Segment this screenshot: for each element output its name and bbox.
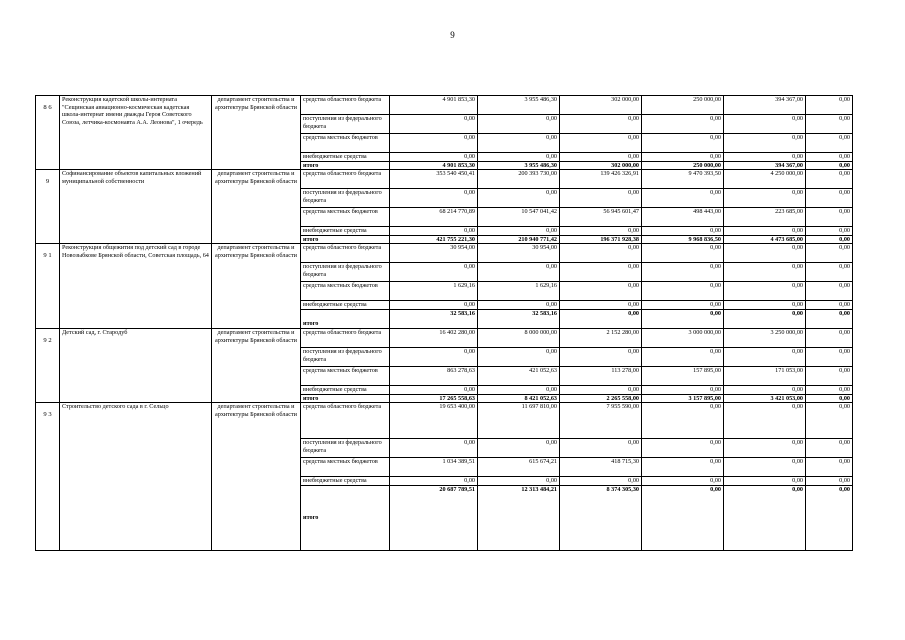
amount-year-5: 0,00 <box>806 208 853 227</box>
funding-source: средства местных бюджетов <box>301 208 390 227</box>
amount-year-5: 0,00 <box>806 458 853 477</box>
page-number: 9 <box>450 30 455 40</box>
amount-year-4: 0,00 <box>724 458 806 477</box>
amount-total: 0,00 <box>390 301 478 310</box>
funding-source: внебюджетные средства <box>301 227 390 236</box>
project-code: 9 1 <box>36 244 60 329</box>
amount-year-4: 223 685,00 <box>724 208 806 227</box>
amount-year-5: 0,00 <box>806 477 853 486</box>
amount-year-2: 0,00 <box>560 227 642 236</box>
amount-year-4: 394 367,00 <box>724 161 806 170</box>
amount-year-3: 250 000,00 <box>642 161 724 170</box>
department: департамент строительства и архитектуры Брянской области <box>212 96 301 170</box>
amount-year-5: 0,00 <box>806 301 853 310</box>
amount-year-3: 0,00 <box>642 282 724 301</box>
funding-source: средства областного бюджета <box>301 244 390 263</box>
amount-total: 0,00 <box>390 439 478 458</box>
amount-year-2: 139 426 326,91 <box>560 170 642 189</box>
amount-year-2: 0,00 <box>560 301 642 310</box>
amount-year-3: 0,00 <box>642 153 724 162</box>
amount-total: 19 653 400,00 <box>390 403 478 439</box>
amount-year-1: 0,00 <box>478 347 560 366</box>
amount-year-3: 0,00 <box>642 134 724 153</box>
amount-year-2: 0,00 <box>560 347 642 366</box>
amount-year-2: 0,00 <box>560 282 642 301</box>
amount-year-5: 0,00 <box>806 134 853 153</box>
amount-year-4: 0,00 <box>724 301 806 310</box>
amount-year-1: 0,00 <box>478 115 560 134</box>
amount-year-4: 0,00 <box>724 477 806 486</box>
amount-year-2: 0,00 <box>560 244 642 263</box>
amount-total: 863 278,63 <box>390 366 478 385</box>
amount-year-3: 9 968 836,50 <box>642 235 724 244</box>
project-code: 8 6 <box>36 96 60 170</box>
funding-source: средства областного бюджета <box>301 96 390 115</box>
amount-year-5: 0,00 <box>806 485 853 550</box>
amount-year-4: 0,00 <box>724 282 806 301</box>
amount-year-3: 0,00 <box>642 477 724 486</box>
amount-year-2: 0,00 <box>560 309 642 328</box>
funding-source-total: итого <box>301 394 390 403</box>
funding-source-total: итого <box>301 485 390 550</box>
amount-year-4: 0,00 <box>724 439 806 458</box>
amount-total: 68 214 770,89 <box>390 208 478 227</box>
amount-year-3: 0,00 <box>642 309 724 328</box>
amount-year-5: 0,00 <box>806 394 853 403</box>
department: департамент строительства и архитектуры Брянской области <box>212 244 301 329</box>
funding-source: поступления из федерального бюджета <box>301 189 390 208</box>
amount-year-1: 3 955 486,30 <box>478 96 560 115</box>
amount-year-1: 0,00 <box>478 153 560 162</box>
amount-year-5: 0,00 <box>806 309 853 328</box>
amount-total: 0,00 <box>390 385 478 394</box>
amount-year-1: 30 954,00 <box>478 244 560 263</box>
amount-year-5: 0,00 <box>806 366 853 385</box>
amount-total: 1 629,16 <box>390 282 478 301</box>
amount-total: 17 265 558,63 <box>390 394 478 403</box>
amount-year-1: 0,00 <box>478 385 560 394</box>
amount-total: 4 901 853,30 <box>390 161 478 170</box>
funding-source: поступления из федерального бюджета <box>301 263 390 282</box>
amount-year-1: 0,00 <box>478 227 560 236</box>
funding-source-total: итого <box>301 309 390 328</box>
amount-year-5: 0,00 <box>806 385 853 394</box>
amount-year-3: 157 895,00 <box>642 366 724 385</box>
amount-year-1: 32 583,16 <box>478 309 560 328</box>
amount-year-2: 56 945 601,47 <box>560 208 642 227</box>
amount-total: 16 402 280,00 <box>390 328 478 347</box>
amount-year-1: 0,00 <box>478 477 560 486</box>
amount-total: 0,00 <box>390 115 478 134</box>
amount-year-2: 0,00 <box>560 115 642 134</box>
amount-total: 421 755 221,30 <box>390 235 478 244</box>
department: департамент строительства и архитектуры Брянской области <box>212 328 301 402</box>
amount-year-5: 0,00 <box>806 115 853 134</box>
amount-year-3: 9 470 393,50 <box>642 170 724 189</box>
amount-year-5: 0,00 <box>806 161 853 170</box>
funding-source: внебюджетные средства <box>301 477 390 486</box>
amount-year-1: 0,00 <box>478 263 560 282</box>
amount-year-2: 302 000,00 <box>560 161 642 170</box>
amount-year-1: 10 547 041,42 <box>478 208 560 227</box>
amount-year-3: 0,00 <box>642 403 724 439</box>
funding-source: поступления из федерального бюджета <box>301 347 390 366</box>
amount-year-4: 0,00 <box>724 189 806 208</box>
table-row <box>36 96 853 115</box>
amount-year-1: 200 393 730,00 <box>478 170 560 189</box>
amount-year-5: 0,00 <box>806 235 853 244</box>
amount-year-4: 0,00 <box>724 485 806 550</box>
amount-year-1: 1 629,16 <box>478 282 560 301</box>
amount-total: 0,00 <box>390 153 478 162</box>
amount-year-5: 0,00 <box>806 282 853 301</box>
amount-year-1: 12 313 484,21 <box>478 485 560 550</box>
amount-year-4: 0,00 <box>724 227 806 236</box>
amount-year-1: 0,00 <box>478 301 560 310</box>
amount-year-1: 8 000 000,00 <box>478 328 560 347</box>
funding-source: внебюджетные средства <box>301 153 390 162</box>
amount-year-2: 418 715,30 <box>560 458 642 477</box>
project-code: 9 3 <box>36 403 60 551</box>
amount-year-1: 0,00 <box>478 189 560 208</box>
amount-total: 0,00 <box>390 189 478 208</box>
amount-year-3: 250 000,00 <box>642 96 724 115</box>
amount-year-4: 171 053,00 <box>724 366 806 385</box>
amount-year-5: 0,00 <box>806 403 853 439</box>
amount-total: 353 540 450,41 <box>390 170 478 189</box>
amount-total: 30 954,00 <box>390 244 478 263</box>
amount-total: 0,00 <box>390 134 478 153</box>
project-name: Детский сад, г. Стародуб <box>60 328 212 402</box>
amount-total: 0,00 <box>390 347 478 366</box>
amount-year-4: 0,00 <box>724 244 806 263</box>
project-name: Реконструкция общежития под детский сад в городе Новозыбкове Брянской области, Советская площадь, 64 <box>60 244 212 329</box>
funding-source: средства местных бюджетов <box>301 134 390 153</box>
amount-year-2: 2 152 280,00 <box>560 328 642 347</box>
table-row <box>36 328 853 347</box>
table-row <box>36 170 853 189</box>
amount-year-1: 3 955 486,30 <box>478 161 560 170</box>
amount-year-5: 0,00 <box>806 244 853 263</box>
amount-year-2: 0,00 <box>560 477 642 486</box>
amount-year-3: 0,00 <box>642 263 724 282</box>
amount-total: 32 583,16 <box>390 309 478 328</box>
amount-year-2: 0,00 <box>560 134 642 153</box>
amount-year-4: 0,00 <box>724 385 806 394</box>
amount-year-4: 0,00 <box>724 134 806 153</box>
amount-year-4: 4 250 000,00 <box>724 170 806 189</box>
amount-total: 4 901 853,30 <box>390 96 478 115</box>
funding-source: средства местных бюджетов <box>301 282 390 301</box>
amount-year-2: 0,00 <box>560 385 642 394</box>
budget-table <box>35 95 853 551</box>
department: департамент строительства и архитектуры Брянской области <box>212 403 301 551</box>
amount-year-5: 0,00 <box>806 439 853 458</box>
amount-year-3: 0,00 <box>642 227 724 236</box>
amount-year-2: 2 265 558,00 <box>560 394 642 403</box>
funding-source: средства областного бюджета <box>301 328 390 347</box>
amount-year-4: 394 367,00 <box>724 96 806 115</box>
funding-source: средства местных бюджетов <box>301 366 390 385</box>
amount-year-4: 3 421 053,00 <box>724 394 806 403</box>
amount-year-5: 0,00 <box>806 227 853 236</box>
amount-year-4: 4 473 685,00 <box>724 235 806 244</box>
amount-year-3: 0,00 <box>642 485 724 550</box>
amount-year-3: 0,00 <box>642 115 724 134</box>
amount-year-3: 0,00 <box>642 458 724 477</box>
amount-year-3: 3 157 895,00 <box>642 394 724 403</box>
funding-source-total: итого <box>301 161 390 170</box>
project-code: 9 <box>36 170 60 244</box>
amount-year-2: 7 955 590,00 <box>560 403 642 439</box>
table-row <box>36 244 853 263</box>
amount-year-4: 3 250 000,00 <box>724 328 806 347</box>
amount-year-2: 8 374 305,30 <box>560 485 642 550</box>
amount-year-1: 421 052,63 <box>478 366 560 385</box>
department: департамент строительства и архитектуры Брянской области <box>212 170 301 244</box>
amount-year-3: 0,00 <box>642 244 724 263</box>
amount-year-4: 0,00 <box>724 115 806 134</box>
amount-year-5: 0,00 <box>806 328 853 347</box>
funding-source: средства областного бюджета <box>301 403 390 439</box>
amount-year-3: 0,00 <box>642 385 724 394</box>
amount-year-5: 0,00 <box>806 263 853 282</box>
amount-total: 20 687 789,51 <box>390 485 478 550</box>
amount-year-3: 0,00 <box>642 189 724 208</box>
funding-source: средства местных бюджетов <box>301 458 390 477</box>
amount-year-2: 196 371 928,38 <box>560 235 642 244</box>
amount-year-1: 11 697 810,00 <box>478 403 560 439</box>
amount-total: 0,00 <box>390 477 478 486</box>
amount-year-5: 0,00 <box>806 347 853 366</box>
project-code: 9 2 <box>36 328 60 402</box>
funding-source: внебюджетные средства <box>301 301 390 310</box>
amount-year-5: 0,00 <box>806 153 853 162</box>
amount-year-2: 0,00 <box>560 439 642 458</box>
amount-year-5: 0,00 <box>806 96 853 115</box>
amount-year-2: 0,00 <box>560 263 642 282</box>
funding-source: внебюджетные средства <box>301 385 390 394</box>
amount-year-3: 498 443,00 <box>642 208 724 227</box>
amount-year-2: 302 000,00 <box>560 96 642 115</box>
amount-year-2: 0,00 <box>560 189 642 208</box>
table-row <box>36 403 853 439</box>
amount-year-3: 0,00 <box>642 439 724 458</box>
amount-year-3: 0,00 <box>642 347 724 366</box>
project-name: Строительство детского сада в г. Сельцо <box>60 403 212 551</box>
amount-year-2: 113 278,00 <box>560 366 642 385</box>
funding-source: поступления из федерального бюджета <box>301 115 390 134</box>
amount-year-1: 0,00 <box>478 439 560 458</box>
project-name: Реконструкция кадетской школы-интерната "Сещинская авиационно-космическая кадетская школа-интернат имени дважды Героя Советского Союза, летчика-космонавта А.А. Леонова", 1 очередь <box>60 96 212 170</box>
amount-year-3: 0,00 <box>642 301 724 310</box>
funding-source: средства областного бюджета <box>301 170 390 189</box>
amount-year-5: 0,00 <box>806 170 853 189</box>
amount-year-1: 8 421 052,63 <box>478 394 560 403</box>
amount-total: 1 034 389,51 <box>390 458 478 477</box>
project-name: Софинансирование объектов капитальных вложений муниципальной собственности <box>60 170 212 244</box>
amount-year-4: 0,00 <box>724 263 806 282</box>
funding-source-total: итого <box>301 235 390 244</box>
amount-year-1: 0,00 <box>478 134 560 153</box>
amount-total: 0,00 <box>390 227 478 236</box>
amount-year-4: 0,00 <box>724 309 806 328</box>
amount-year-1: 615 674,21 <box>478 458 560 477</box>
amount-year-4: 0,00 <box>724 153 806 162</box>
funding-source: поступления из федерального бюджета <box>301 439 390 458</box>
amount-total: 0,00 <box>390 263 478 282</box>
amount-year-1: 210 940 771,42 <box>478 235 560 244</box>
amount-year-3: 3 000 000,00 <box>642 328 724 347</box>
amount-year-2: 0,00 <box>560 153 642 162</box>
amount-year-4: 0,00 <box>724 403 806 439</box>
amount-year-5: 0,00 <box>806 189 853 208</box>
amount-year-4: 0,00 <box>724 347 806 366</box>
